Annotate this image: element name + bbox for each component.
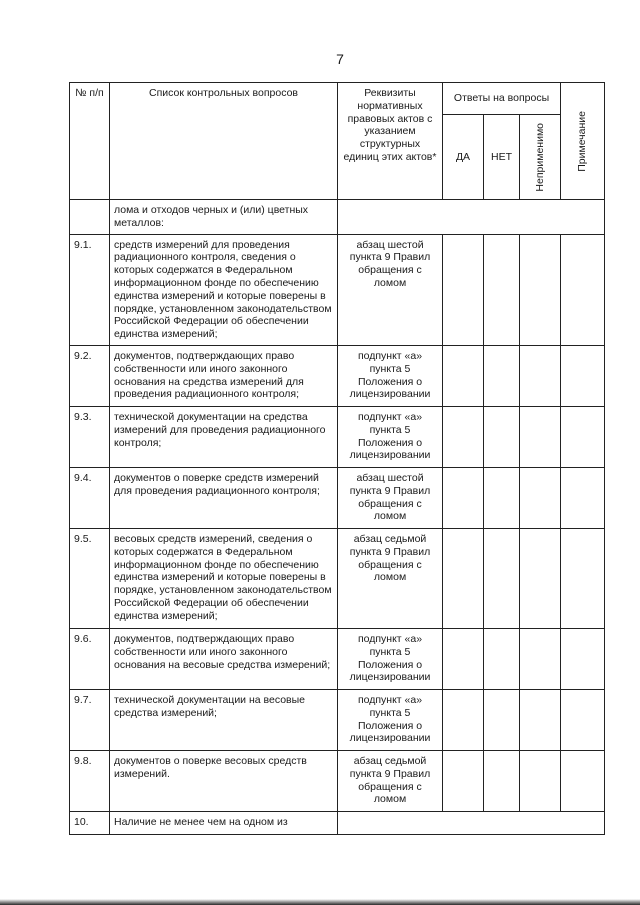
answer-yes-cell[interactable] <box>443 234 484 345</box>
answer-no-cell[interactable] <box>484 345 520 406</box>
header-no-label: НЕТ <box>491 150 512 163</box>
answer-na-cell[interactable] <box>520 528 561 628</box>
header-row <box>70 83 605 115</box>
row-question: документов, подтверждающих право собственности или иного законного основания на средства измерений для проведения радиационного контроля; <box>110 345 338 406</box>
row-question: документов о поверке весовых средств измерений. <box>110 750 338 811</box>
continuation-text: лома и отходов черных и (или) цветных металлов: <box>110 200 338 235</box>
answer-yes-cell[interactable] <box>443 628 484 689</box>
scan-edge <box>0 899 640 905</box>
header-no <box>484 114 520 199</box>
header-requisites <box>338 83 443 200</box>
row-num: 9.3. <box>70 406 110 467</box>
note-cell[interactable] <box>561 628 605 689</box>
row-question: документов о поверке средств измерений для проведения радиационного контроля; <box>110 467 338 528</box>
table-row <box>70 345 605 406</box>
answer-yes-cell[interactable] <box>443 467 484 528</box>
answer-na-cell[interactable] <box>520 750 561 811</box>
row-requisite: абзац седьмой пункта 9 Правил обращения с ломом <box>338 528 443 628</box>
header-num <box>70 83 110 200</box>
continuation-num <box>70 200 110 235</box>
note-cell[interactable] <box>561 406 605 467</box>
header-yes <box>443 114 484 199</box>
table-row <box>70 811 605 834</box>
row-question: технической документации на средства измерений для проведения радиационного контроля; <box>110 406 338 467</box>
header-note <box>561 83 605 200</box>
answer-na-cell[interactable] <box>520 406 561 467</box>
table-row <box>70 528 605 628</box>
note-cell[interactable] <box>561 467 605 528</box>
checklist-table <box>69 82 605 835</box>
row-question: Наличие не менее чем на одном из <box>110 811 338 834</box>
table-row <box>70 234 605 345</box>
header-requisites-label: Реквизиты нормативных правовых актов с указанием структурных единиц этих актов* <box>343 87 437 163</box>
table-row <box>70 467 605 528</box>
continuation-empty <box>338 200 605 235</box>
answer-na-cell[interactable] <box>520 345 561 406</box>
continuation-row <box>70 200 605 235</box>
header-note-label: Примечание <box>576 110 589 172</box>
answer-no-cell[interactable] <box>484 234 520 345</box>
row-question: документов, подтверждающих право собственности или иного законного основания на весовые средства измерений; <box>110 628 338 689</box>
answer-yes-cell[interactable] <box>443 528 484 628</box>
row-num: 9.5. <box>70 528 110 628</box>
answer-na-cell[interactable] <box>520 628 561 689</box>
header-answers-label: Ответы на вопросы <box>453 92 550 104</box>
answer-yes-cell[interactable] <box>443 345 484 406</box>
row-question: технической документации на весовые средства измерений; <box>110 689 338 750</box>
header-questions-label: Список контрольных вопросов <box>148 87 299 99</box>
row-num: 9.6. <box>70 628 110 689</box>
note-cell[interactable] <box>561 528 605 628</box>
answer-na-cell[interactable] <box>520 234 561 345</box>
answer-no-cell[interactable] <box>484 689 520 750</box>
note-cell[interactable] <box>561 234 605 345</box>
row-requisite: подпункт «а» пункта 5 Положения о лицензировании <box>338 689 443 750</box>
answer-no-cell[interactable] <box>484 750 520 811</box>
row-requisite: подпункт «а» пункта 5 Положения о лицензировании <box>338 628 443 689</box>
row-requisite: абзац шестой пункта 9 Правил обращения с ломом <box>338 467 443 528</box>
row-num: 9.7. <box>70 689 110 750</box>
answer-yes-cell[interactable] <box>443 750 484 811</box>
answer-yes-cell[interactable] <box>443 406 484 467</box>
row-requisite: абзац шестой пункта 9 Правил обращения с ломом <box>338 234 443 345</box>
page-number: 7 <box>336 51 344 67</box>
row-num: 10. <box>70 811 110 834</box>
table-row <box>70 628 605 689</box>
header-na-label: Неприменимо <box>533 122 546 192</box>
answer-no-cell[interactable] <box>484 406 520 467</box>
answer-yes-cell[interactable] <box>443 689 484 750</box>
table-row <box>70 750 605 811</box>
answer-no-cell[interactable] <box>484 467 520 528</box>
note-cell[interactable] <box>561 689 605 750</box>
note-cell[interactable] <box>561 750 605 811</box>
answer-no-cell[interactable] <box>484 528 520 628</box>
table-row <box>70 689 605 750</box>
table-row <box>70 406 605 467</box>
note-cell[interactable] <box>561 345 605 406</box>
row-num: 9.8. <box>70 750 110 811</box>
row-requisite: подпункт «а» пункта 5 Положения о лицензировании <box>338 406 443 467</box>
header-num-label: № п/п <box>75 87 104 99</box>
row-question: средств измерений для проведения радиационного контроля, сведения о которых содержатся в Федеральном информационном фонде по обеспечению единства измерений и которые поверены в порядке, установленном законодательством Российской Федерации об обеспечении единства измерений; <box>110 234 338 345</box>
header-questions <box>110 83 338 200</box>
row-num: 9.4. <box>70 467 110 528</box>
row-num: 9.1. <box>70 234 110 345</box>
row-requisite: абзац седьмой пункта 9 Правил обращения с ломом <box>338 750 443 811</box>
row-requisite <box>338 811 605 834</box>
header-na <box>520 114 561 199</box>
row-question: весовых средств измерений, сведения о которых содержатся в Федеральном информационном фонде по обеспечению единства измерений и которые поверены в порядке, установленном законодательством Российской Федерации об обеспечении единства измерений; <box>110 528 338 628</box>
answer-na-cell[interactable] <box>520 689 561 750</box>
header-answers <box>443 83 561 115</box>
answer-no-cell[interactable] <box>484 628 520 689</box>
row-requisite: подпункт «а» пункта 5 Положения о лицензировании <box>338 345 443 406</box>
header-yes-label: ДА <box>455 150 471 163</box>
row-num: 9.2. <box>70 345 110 406</box>
answer-na-cell[interactable] <box>520 467 561 528</box>
